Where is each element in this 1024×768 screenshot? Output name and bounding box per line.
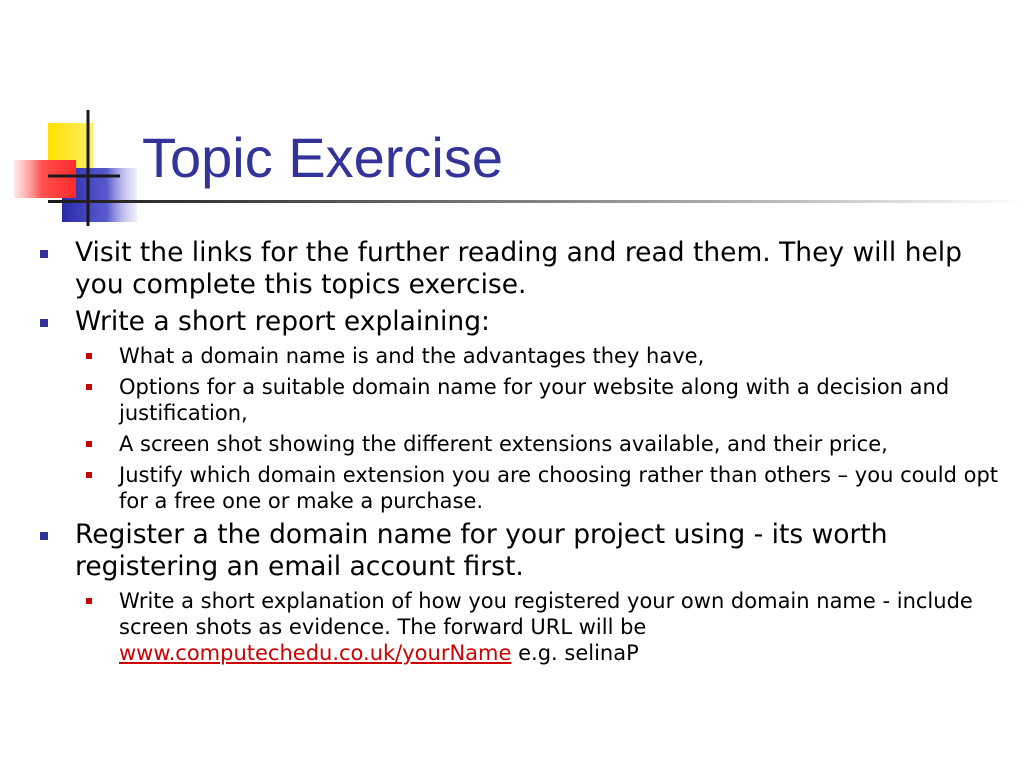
bullet-further-reading bbox=[32, 237, 1017, 301]
sub-bullet-options bbox=[32, 374, 1017, 426]
title-divider bbox=[48, 200, 1024, 203]
bullet-register-domain bbox=[32, 519, 1017, 583]
bullet-text: Register a the domain name for your project using - its worth registering an email account first. bbox=[75, 519, 888, 582]
bullet-text: Visit the links for the further reading and read them. They will help you complete this topics exercise. bbox=[75, 237, 962, 300]
sub-bullet-explanation bbox=[32, 588, 1017, 666]
square-bullet-icon bbox=[86, 441, 92, 447]
bullet-short-report bbox=[32, 306, 1017, 338]
sub-bullet-text: What a domain name is and the advantages they have, bbox=[119, 344, 705, 368]
square-bullet-icon bbox=[86, 598, 92, 604]
slide-title: Topic Exercise bbox=[142, 126, 504, 189]
sub-bullet-text: Write a short explanation of how you registered your own domain name - include screen shots as evidence. The forward URL will be bbox=[119, 589, 973, 639]
forward-url-link[interactable]: www.computechedu.co.uk/yourName bbox=[119, 641, 512, 665]
square-bullet-icon bbox=[86, 384, 92, 390]
sub-bullet-text: Justify which domain extension you are choosing rather than others – you could opt for a free one or make a purchase. bbox=[119, 463, 999, 513]
decorative-squares-logo bbox=[0, 0, 150, 230]
slide-body bbox=[32, 237, 1017, 671]
square-bullet-icon bbox=[86, 353, 92, 359]
sub-bullet-text-after-link: e.g. selinaP bbox=[511, 641, 639, 665]
sub-bullet-text: A screen shot showing the different extensions available, and their price, bbox=[119, 432, 888, 456]
sub-bullet-justify bbox=[32, 462, 1017, 514]
square-bullet-icon bbox=[40, 532, 48, 540]
square-bullet-icon bbox=[40, 250, 48, 258]
bullet-text: Write a short report explaining: bbox=[75, 306, 490, 337]
square-bullet-icon bbox=[40, 319, 48, 327]
square-bullet-icon bbox=[86, 472, 92, 478]
sub-bullet-domain-name bbox=[32, 343, 1017, 369]
sub-bullet-text: Options for a suitable domain name for your website along with a decision and justification, bbox=[119, 375, 950, 425]
sub-bullet-screenshot bbox=[32, 431, 1017, 457]
